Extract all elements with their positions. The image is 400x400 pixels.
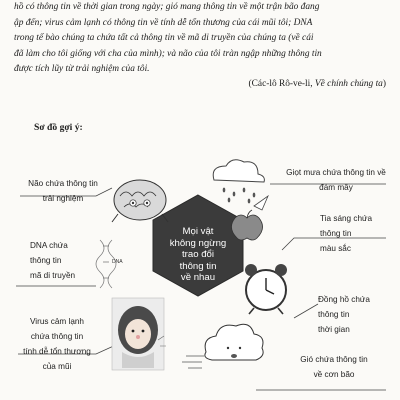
label-line: trải nghiệm xyxy=(42,194,84,203)
label-line: Giọt mưa chứa thông tin về xyxy=(286,168,386,177)
center-text xyxy=(150,226,246,284)
label-line: Virus cảm lạnh xyxy=(29,317,84,326)
center-line: trao đổi xyxy=(182,249,214,260)
citation-author: (Các-lô Rô-ve-li, xyxy=(248,79,315,89)
label-wind xyxy=(282,352,386,382)
label-line: màu sắc xyxy=(320,244,351,253)
label-virus xyxy=(8,314,106,374)
label-rain xyxy=(280,165,392,195)
label-light xyxy=(320,211,372,256)
label-line: thời gian xyxy=(318,325,350,334)
label-line: thông tin xyxy=(30,256,62,265)
label-line: Đồng hồ chứa xyxy=(318,295,370,304)
paragraph-line: đã làm cho tôi giống với cha của mình); và não của tôi tràn ngập những thông tin xyxy=(14,48,322,59)
hint-heading: Sơ đồ gợi ý: xyxy=(34,122,83,133)
wind-cloud-icon xyxy=(182,324,263,368)
label-line: tính dễ tổn thương xyxy=(23,347,91,356)
label-line: thông tin xyxy=(320,229,352,238)
brain-icon xyxy=(112,180,168,222)
paragraph-line: hồ có thông tin về thời gian trong ngày; gió mang thông tin về một trận bão đang xyxy=(14,2,320,12)
label-dna xyxy=(30,238,75,283)
citation-close: ) xyxy=(382,79,386,89)
paragraph-line: được tích lũy từ trải nghiệm của tôi. xyxy=(14,64,150,75)
alarm-clock-icon xyxy=(245,264,287,314)
sick-girl-icon xyxy=(112,298,166,370)
label-line: DNA chứa xyxy=(30,241,68,250)
paragraph-line: ập đến; virus cảm lạnh có thông tin về tính dễ tổn thương của cái mũi tôi; DNA xyxy=(14,17,313,28)
label-line: của mũi xyxy=(42,362,72,371)
center-line: về nhau xyxy=(180,272,216,283)
center-line: không ngừng xyxy=(169,237,227,249)
center-line: thông tin xyxy=(179,260,217,272)
label-line: đám mây xyxy=(319,183,353,192)
label-clock xyxy=(318,292,370,337)
label-line: thông tin xyxy=(318,310,350,319)
citation-title: Về chính chúng ta xyxy=(314,79,383,89)
label-line: về cơn bão xyxy=(313,370,355,379)
label-line: Gió chứa thông tin xyxy=(300,355,368,364)
paragraph-line: trong tế bào chúng ta chứa tất cả thông tin về mã di truyền của chúng ta (về cái xyxy=(14,33,314,44)
label-line: mã di truyền xyxy=(30,271,76,280)
rain-cloud-icon xyxy=(213,160,264,204)
label-line: Não chứa thông tin xyxy=(28,179,98,188)
label-line: Tia sáng chứa xyxy=(320,214,373,223)
label-brain xyxy=(18,176,108,206)
center-line: Mọi vật xyxy=(182,226,214,237)
label-line: chứa thông tin xyxy=(30,332,84,341)
dna-tag: DNA xyxy=(112,259,123,265)
